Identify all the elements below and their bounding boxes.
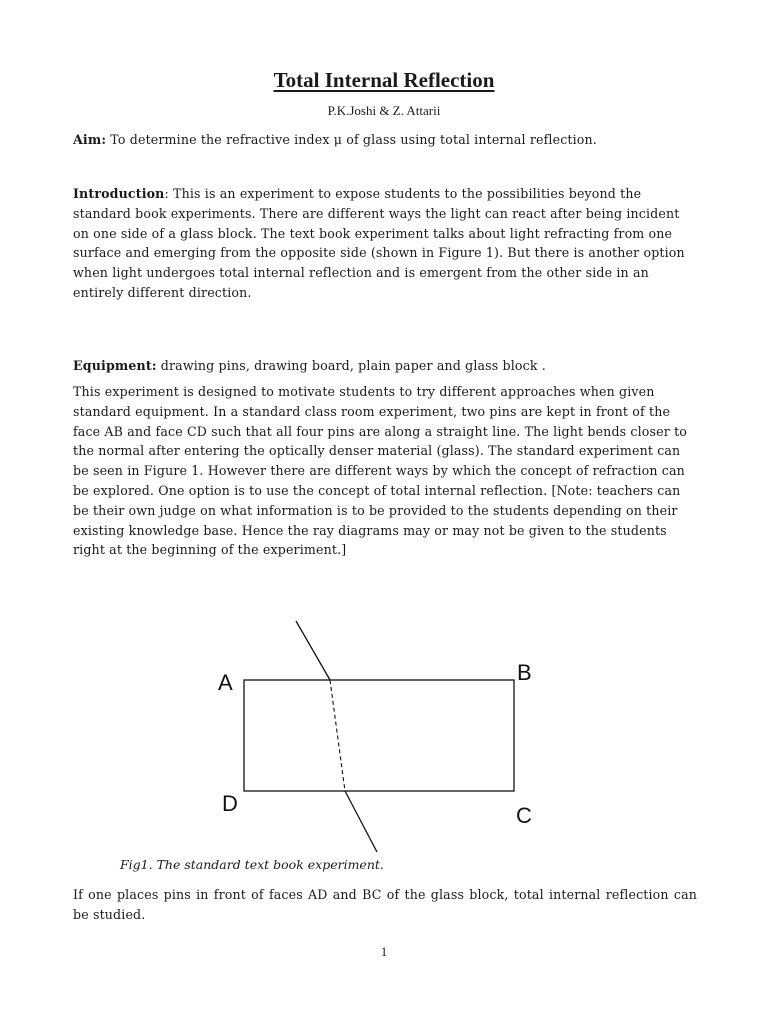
- introduction-label: Introduction: [73, 186, 165, 201]
- label-a: A: [218, 670, 233, 695]
- figure-caption: Fig1. The standard text book experiment.: [120, 857, 384, 872]
- incident-ray: [296, 621, 330, 680]
- equipment-paragraph: [73, 356, 697, 376]
- label-d: D: [222, 791, 238, 816]
- refracted-ray: [330, 680, 345, 791]
- glass-block-figure: [0, 600, 768, 860]
- authors-line: P.K.Joshi & Z. Attarii: [327, 103, 441, 118]
- body-paragraph: This experiment is designed to motivate students to try different approaches when given standard equipment. In a standard class room experiment, two pins are kept in front of the face AB and face CD such that all four pins are along a straight line. The light bends closer to the normal after entering the optically denser material (glass). The standard experiment can be seen in Figure 1. However there are different ways by which the concept of refraction can be explored. One option is to use the concept of total internal reflection. [Note: teachers can be their own judge on what information is to be provided to the students depending on their existing knowledge base. Hence the ray diagrams may or may not be given to the students right at the beginning of the experiment.]: [73, 384, 688, 558]
- equipment-text: drawing pins, drawing board, plain paper and glass block .: [156, 358, 546, 373]
- emergent-ray: [345, 791, 377, 852]
- aim-text: To determine the refractive index μ of glass using total internal reflection.: [106, 132, 597, 147]
- closing-paragraph: If one places pins in front of faces AD and BC of the glass block, total internal reflection can be studied.: [73, 887, 697, 922]
- page-number: 1: [380, 944, 388, 959]
- page-title: Total Internal Reflection: [273, 68, 495, 92]
- introduction-text: : This is an experiment to expose students to the possibilities beyond the standard book experiments. There are different ways the light can react after being incident on one side of a glass block. The text book experiment talks about light refracting from one surface and emerging from the opposite side (shown in Figure 1). But there is another option when light undergoes total internal reflection and is emergent from the other side in an entirely different direction.: [73, 186, 685, 300]
- glass-block-rect: [244, 680, 514, 791]
- equipment-label: Equipment:: [73, 358, 157, 373]
- aim-paragraph: [73, 130, 697, 150]
- label-c: C: [516, 803, 532, 828]
- introduction-paragraph: [73, 184, 697, 303]
- aim-label: Aim:: [73, 132, 107, 147]
- label-b: B: [517, 660, 532, 685]
